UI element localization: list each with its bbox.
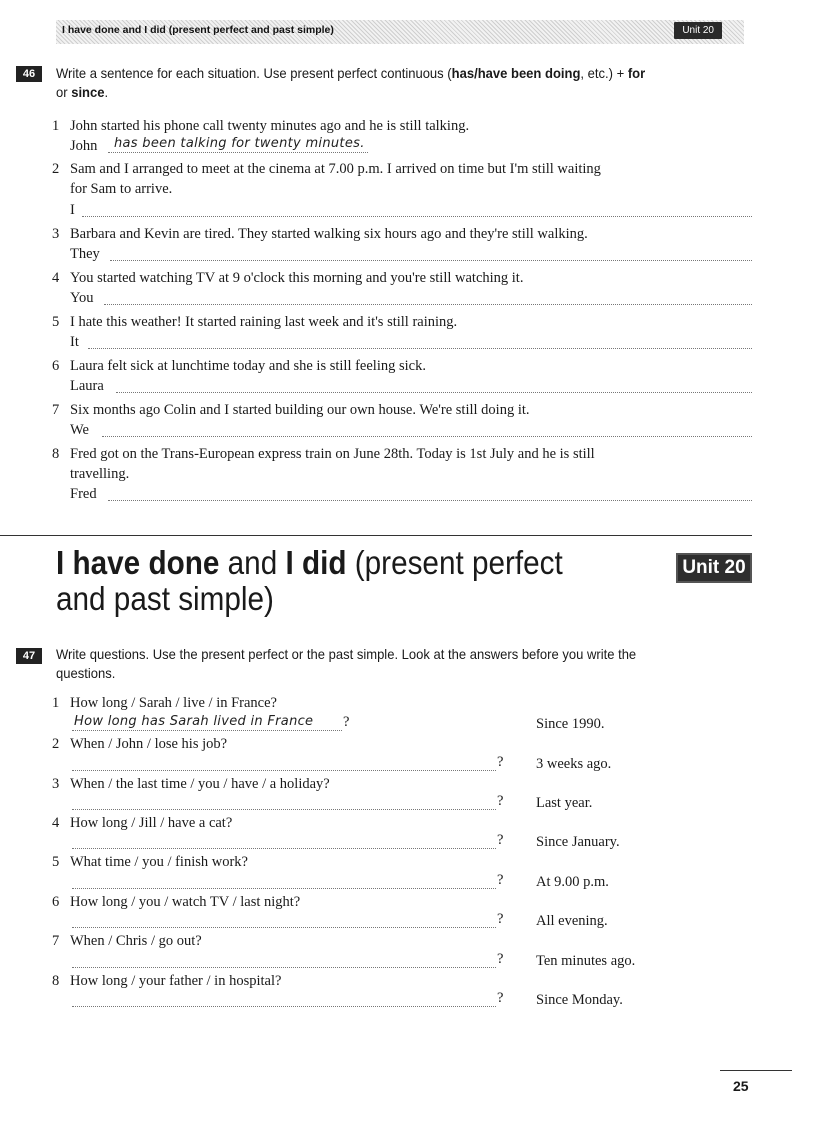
ex47-qmark-3: ? bbox=[497, 793, 504, 809]
ex47-response-5: At 9.00 p.m. bbox=[536, 874, 609, 890]
ex47-answer-line-6[interactable] bbox=[72, 927, 496, 928]
ex47-response-1: Since 1990. bbox=[536, 716, 605, 732]
section-title: I have done and I did (present perfect and past simple) bbox=[56, 544, 563, 617]
ex47-response-8: Since Monday. bbox=[536, 992, 623, 1008]
ex46-answer-8: Fred bbox=[70, 486, 97, 502]
ex47-qmark-4: ? bbox=[497, 832, 504, 848]
running-header-title: I have done and I did (present perfect and past simple) bbox=[62, 24, 334, 36]
ex47-answer-line-1[interactable] bbox=[72, 730, 342, 731]
page-number: 25 bbox=[733, 1078, 749, 1094]
exercise-47-instruction: Write questions. Use the present perfect or the past simple. Look at the answers before you write the questions. bbox=[56, 646, 637, 681]
ex46-answer-line-6[interactable] bbox=[116, 392, 752, 393]
ex47-answer-line-5[interactable] bbox=[72, 888, 496, 889]
ex47-qmark-7: ? bbox=[497, 951, 504, 967]
ex46-handwritten-answer-1: has been talking for twenty minutes. bbox=[114, 136, 365, 151]
ex46-answer-7: We bbox=[70, 422, 89, 438]
ex47-answer-line-8[interactable] bbox=[72, 1006, 496, 1007]
exercise-47-number: 47 bbox=[16, 648, 42, 664]
unit-badge-large: Unit 20 bbox=[676, 553, 752, 583]
ex46-answer-line-8[interactable] bbox=[108, 500, 752, 501]
ex46-answer-5: It bbox=[70, 334, 79, 350]
ex46-answer-6: Laura bbox=[70, 378, 104, 394]
ex47-answer-line-7[interactable] bbox=[72, 967, 496, 968]
ex46-answer-line-2[interactable] bbox=[82, 216, 752, 217]
running-header bbox=[56, 20, 744, 44]
exercise-46-number: 46 bbox=[16, 66, 42, 82]
ex47-qmark-8: ? bbox=[497, 990, 504, 1006]
ex46-item-2-line2: for Sam to arrive. bbox=[70, 181, 173, 197]
ex47-response-2: 3 weeks ago. bbox=[536, 756, 612, 772]
ex46-answer-line-5[interactable] bbox=[88, 348, 752, 349]
ex46-answer-1: John bbox=[70, 138, 98, 154]
ex46-answer-line-7[interactable] bbox=[102, 436, 752, 437]
ex47-qmark-1: ? bbox=[343, 714, 350, 730]
exercise-46-instruction: Write a sentence for each situation. Use present perfect continuous (has/have been doing, etc.) + for or since. bbox=[56, 65, 646, 100]
ex47-qmark-6: ? bbox=[497, 911, 504, 927]
ex47-response-7: Ten minutes ago. bbox=[536, 953, 636, 969]
footer-rule bbox=[720, 1070, 792, 1071]
ex46-answer-3: They bbox=[70, 246, 100, 262]
ex47-response-3: Last year. bbox=[536, 795, 593, 811]
ex47-response-4: Since January. bbox=[536, 834, 620, 850]
ex46-answer-line-3[interactable] bbox=[110, 260, 752, 261]
ex47-qmark-2: ? bbox=[497, 754, 504, 770]
ex47-answer-line-4[interactable] bbox=[72, 848, 496, 849]
ex46-answer-line-4[interactable] bbox=[104, 304, 752, 305]
ex46-item-8-line2: travelling. bbox=[70, 466, 130, 482]
ex47-answer-line-2[interactable] bbox=[72, 770, 496, 771]
ex47-response-6: All evening. bbox=[536, 913, 608, 929]
section-divider bbox=[0, 535, 752, 536]
ex47-qmark-5: ? bbox=[497, 872, 504, 888]
unit-badge-small: Unit 20 bbox=[674, 22, 722, 39]
ex46-answer-4: You bbox=[70, 290, 94, 306]
ex47-handwritten-answer-1: How long has Sarah lived in France bbox=[74, 714, 314, 729]
ex46-answer-line-1[interactable] bbox=[108, 152, 368, 153]
ex47-answer-line-3[interactable] bbox=[72, 809, 496, 810]
ex46-answer-2: I bbox=[70, 202, 75, 218]
